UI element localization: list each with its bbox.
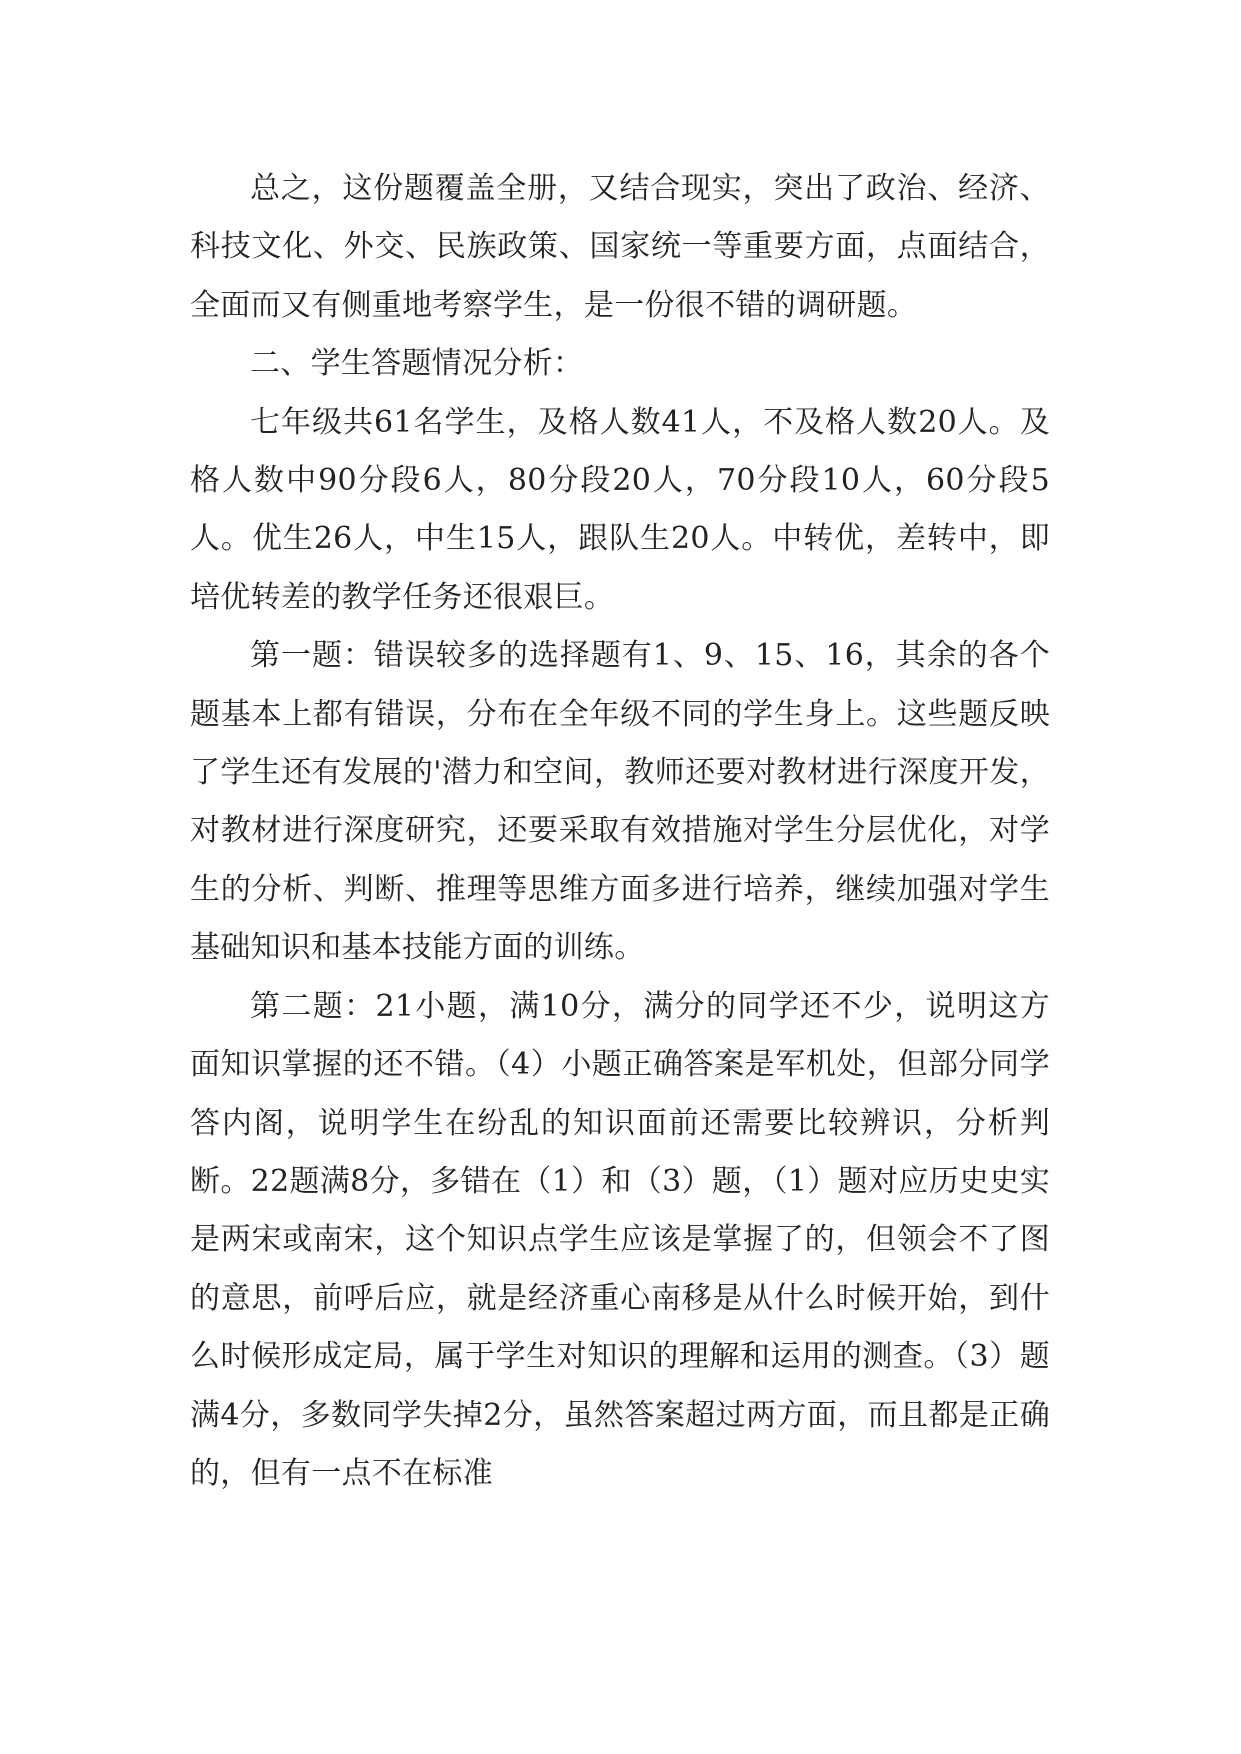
paragraph-question-two: 第二题：21小题，满10分，满分的同学还不少，说明这方面知识掌握的还不错。（4）小题正确答案是军机处，但部分同学答内阁，说明学生在纷乱的知识面前还需要比较辨识，分析判断。22题满8分，多错在（1）和（3）题，（1）题对应历史史实是两宋或南宋，这个知识点学生应该是掌握了的，但领会不了图的意思，前呼后应，就是经济重心南移是从什么时候开始，到什么时候形成定局，属于学生对知识的理解和运用的测查。（3）题满4分，多数同学失掉2分，虽然答案超过两方面，而且都是正确的，但有一点不在标准 [190,988,1050,1491]
paragraph-question-one: 第一题：错误较多的选择题有1、9、15、16，其余的各个题基本上都有错误，分布在全年级不同的学生身上。这些题反映了学生还有发展的'潜力和空间，教师还要对教材进行深度开发，对教材进行深度研究，还要采取有效措施对学生分层优化，对学生的分析、判断、推理等思维方面多进行培养，继续加强对学生基础知识和基本技能方面的训练。 [190,638,1050,966]
paragraph-grade-statistics: 七年级共61名学生，及格人数41人，不及格人数20人。及格人数中90分段6人，80分段20人，70分段10人，60分段5人。优生26人，中生15人，跟队生20人。中转优，差转中，即培优转差的教学任务还很艰巨。 [190,404,1050,615]
paragraph-summary: 总之，这份题覆盖全册，又结合现实，突出了政治、经济、科技文化、外交、民族政策、国家统一等重要方面，点面结合，全面而又有侧重地考察学生，是一份很不错的调研题。 [190,171,1050,323]
document-body [190,160,1050,1503]
section-heading-analysis: 二、学生答题情况分析： [250,346,584,382]
